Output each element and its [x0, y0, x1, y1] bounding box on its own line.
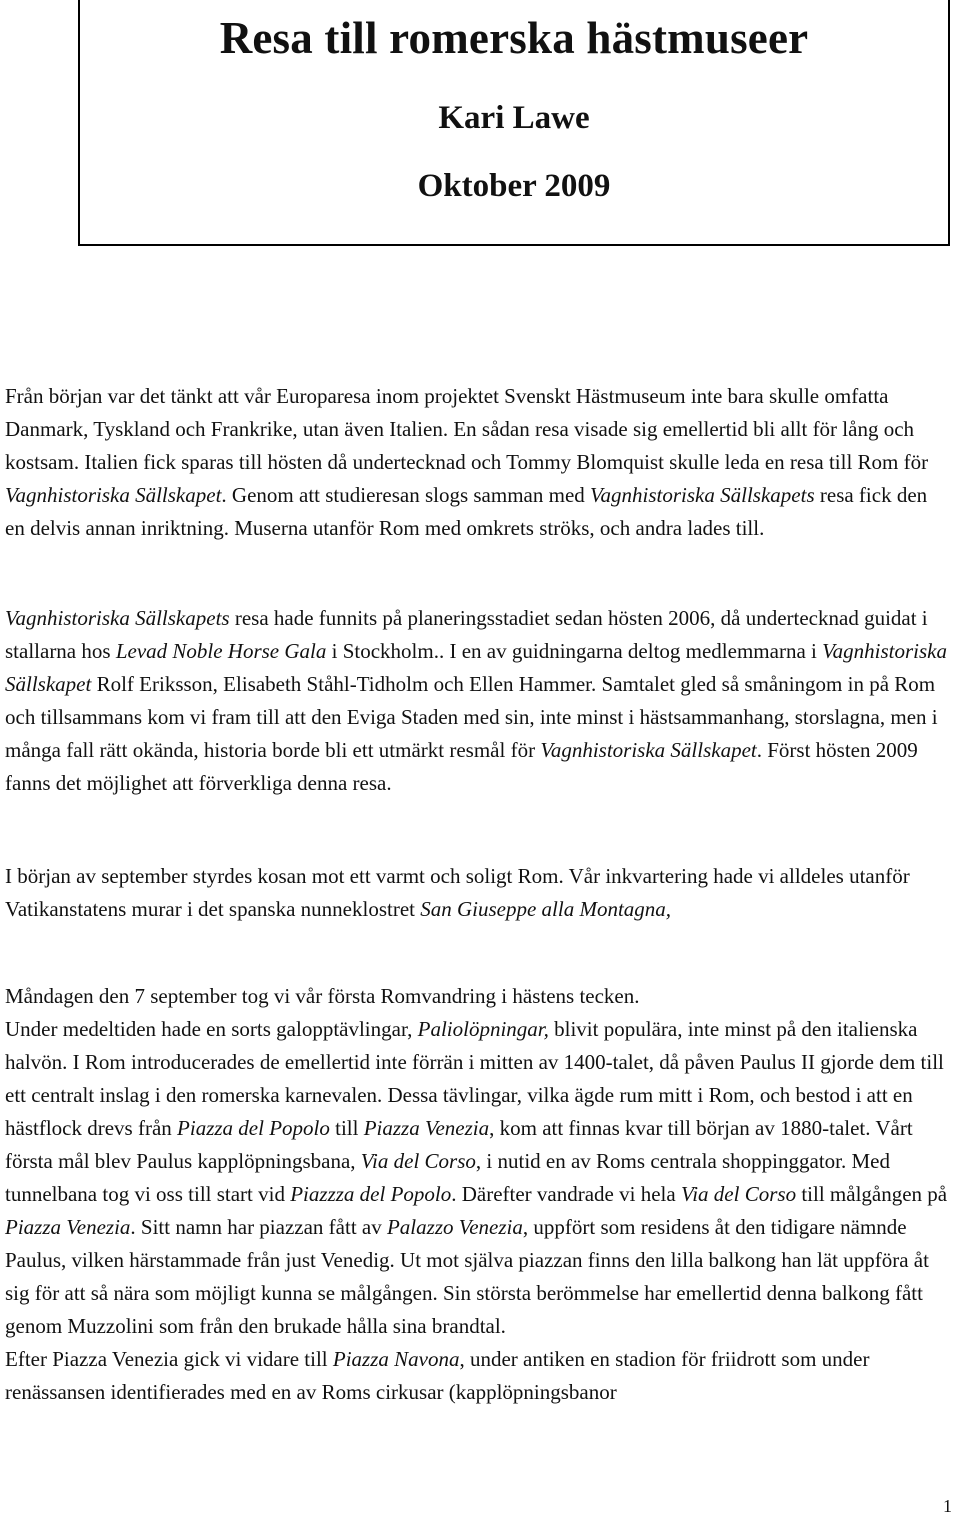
- text-run: Från början var det tänkt att vår Europaresa inom projektet Svenskt Hästmuseum inte bara skulle omfatta Danmark, Tyskland och Frankrike, utan även Italien. En sådan resa visade sig emellertid bli allt för lång och kostsam. Italien fick sparas till hösten då undertecknad och Tommy Blomquist skulle leda en resa till Rom för: [5, 384, 929, 474]
- italic-text-run: Vagnhistoriska Sällskapet: [5, 483, 222, 507]
- italic-text-run: Via del Corso: [360, 1149, 476, 1173]
- document-title: Resa till romerska hästmuseer: [219, 13, 809, 63]
- title-box: [78, 0, 950, 246]
- italic-text-run: Paliolöpningar,: [417, 1017, 549, 1041]
- text-run: , under antiken en stadion för friidrott som under renässansen identifierades med en av Roms cirkusar (kapplöpningsbanor: [5, 1347, 870, 1404]
- text-run: Måndagen den 7 september tog vi vår första Romvandring i hästens tecken.: [5, 984, 640, 1008]
- italic-text-run: San Giuseppe alla Montagna,: [420, 897, 672, 921]
- text-run: , kom att finnas kvar till början av 1880-talet. Vårt första mål blev Paulus kapplöpningsbana,: [5, 1116, 913, 1173]
- paragraph-3: [5, 860, 950, 926]
- italic-text-run: Piazza Venezia: [5, 1215, 131, 1239]
- italic-text-run: Vagnhistoriska Sällskapets: [5, 606, 230, 630]
- italic-text-run: Piazza Navona: [332, 1347, 460, 1371]
- text-run: . Genom att studieresan slogs samman med: [221, 483, 591, 507]
- paragraph-1: [5, 380, 950, 545]
- italic-text-run: Vagnhistoriska Sällskapets: [590, 483, 815, 507]
- text-run: . Först hösten 2009 fanns det möjlighet att förverkliga denna resa.: [5, 738, 918, 795]
- text-run: . Sitt namn har piazzan fått av: [130, 1215, 387, 1239]
- paragraph-2: [5, 602, 950, 800]
- italic-text-run: Via del Corso: [680, 1182, 797, 1206]
- text-run: , i nutid en av Roms centrala shoppinggator. Med tunnelbana tog vi oss till start vid: [5, 1149, 890, 1206]
- text-run: i Stockholm.. I en av guidningarna deltog medlemmarna i: [326, 639, 823, 663]
- italic-text-run: Piazzza del Popolo: [290, 1182, 452, 1206]
- text-run: blivit populära, inte minst på den italienska halvön. I Rom introducerades de emellertid inte förrän i mitten av 1400-talet, då påven Paulus II gjorde dem till ett centralt inslag i den romerska karnevalen. Dessa tävlingar, vilka ägde rum mitt i Rom, och bestod i att en hästflock drevs från: [5, 1017, 944, 1140]
- italic-text-run: Piazza del Popolo: [177, 1116, 330, 1140]
- paragraph-4: [5, 980, 950, 1409]
- text-run: resa fick den en delvis annan inriktning. Muserna utanför Rom med omkrets ströks, och andra lades till.: [5, 483, 928, 540]
- italic-text-run: Levad Noble Horse Gala: [115, 639, 327, 663]
- text-run: Efter Piazza Venezia gick vi vidare till: [5, 1347, 333, 1371]
- text-run: resa hade funnits på planeringsstadiet sedan hösten 2006, då undertecknad guidat i stallarna hos: [5, 606, 928, 663]
- text-run: till målgången på: [796, 1182, 948, 1206]
- italic-text-run: Palazzo Venezia: [386, 1215, 523, 1239]
- italic-text-run: Vagnhistoriska Sällskapet: [540, 738, 757, 762]
- italic-text-run: Piazza Venezia: [363, 1116, 490, 1140]
- page-number: 1: [943, 1496, 952, 1516]
- text-run: till: [329, 1116, 364, 1140]
- text-run: I början av september styrdes kosan mot ett varmt och soligt Rom. Vår inkvartering hade vi alldeles utanför Vatikanstatens murar i det spanska nunneklostret: [5, 864, 910, 921]
- text-run: Under medeltiden hade en sorts galopptävlingar,: [5, 1017, 418, 1041]
- text-run: . Därefter vandrade vi hela: [451, 1182, 681, 1206]
- author-name: Kari Lawe: [438, 100, 590, 136]
- document-date: Oktober 2009: [417, 168, 611, 204]
- text-run: Rolf Eriksson, Elisabeth Ståhl-Tidholm och Ellen Hammer. Samtalet gled så småningom in på Rom och tillsammans kom vi fram till att den Eviga Staden med sin, inte minst i hästsammanhang, storslagna, men i många fall rätt okända, historia borde bli ett utmärkt resmål för: [5, 672, 938, 762]
- text-run: , uppfört som residens åt den tidigare nämnde Paulus, vilken härstammade från just Venedig. Ut mot själva piazzan finns den lilla balkong han lät uppföra åt sig för att så nära som möjligt kunna se målgången. Sin största berömmelse har emellertid denna balkong fått genom Muzzolini som från den brukade hålla sina brandtal.: [5, 1215, 929, 1338]
- italic-text-run: Vagnhistoriska Sällskapet: [5, 639, 947, 696]
